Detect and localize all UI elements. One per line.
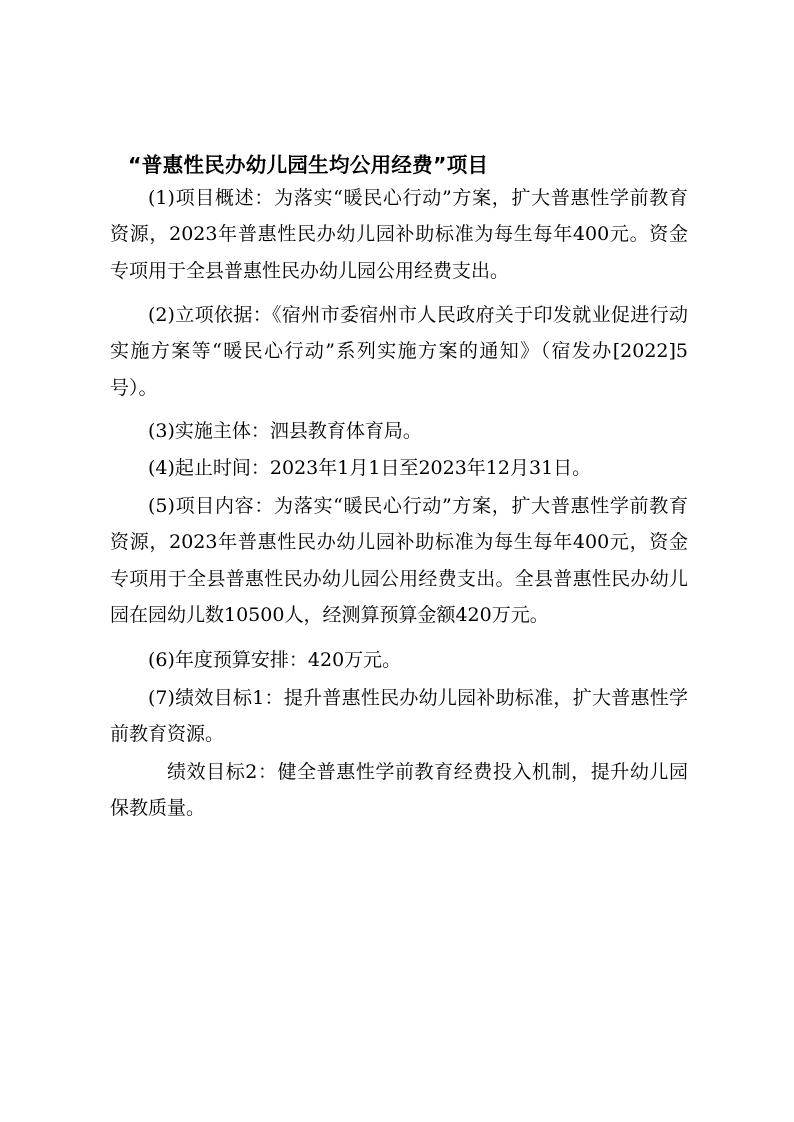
paragraph-budget: (6)年度预算安排：420万元。 bbox=[148, 649, 402, 671]
project-title: “普惠性民办幼儿园生均公用经费”项目 bbox=[128, 153, 489, 177]
paragraph-basis: (2)立项依据：《宿州市委宿州市人民政府关于印发就业促进行动实施方案等“暖民心行动”系列实施方案的通知》（宿发办[2022]5号）。 bbox=[110, 304, 688, 399]
paragraph-goal-1: (7)绩效目标1：提升普惠性民办幼儿园补助标准，扩大普惠性学前教育资源。 bbox=[110, 687, 688, 746]
paragraph-implementer: (3)实施主体：泗县教育体育局。 bbox=[148, 420, 422, 442]
paragraph-period: (4)起止时间：2023年1月1日至2023年12月31日。 bbox=[148, 457, 592, 479]
paragraph-overview: (1)项目概述：为落实“暖民心行动”方案，扩大普惠性学前教育资源，2023年普惠性民办幼儿园补助标准为每生每年400元。资金专项用于全县普惠性民办幼儿园公用经费支出。 bbox=[110, 187, 688, 282]
paragraph-goal-2: 绩效目标2：健全普惠性学前教育经费投入机制，提升幼儿园保教质量。 bbox=[110, 761, 688, 820]
paragraph-content: (5)项目内容：为落实“暖民心行动”方案，扩大普惠性学前教育资源，2023年普惠性民办幼儿园补助标准为每生每年400元，资金专项用于全县普惠性民办幼儿园公用经费支出。全县普惠性民办幼儿园在园幼儿数10500人，经测算预算金额420万元。 bbox=[110, 495, 688, 626]
